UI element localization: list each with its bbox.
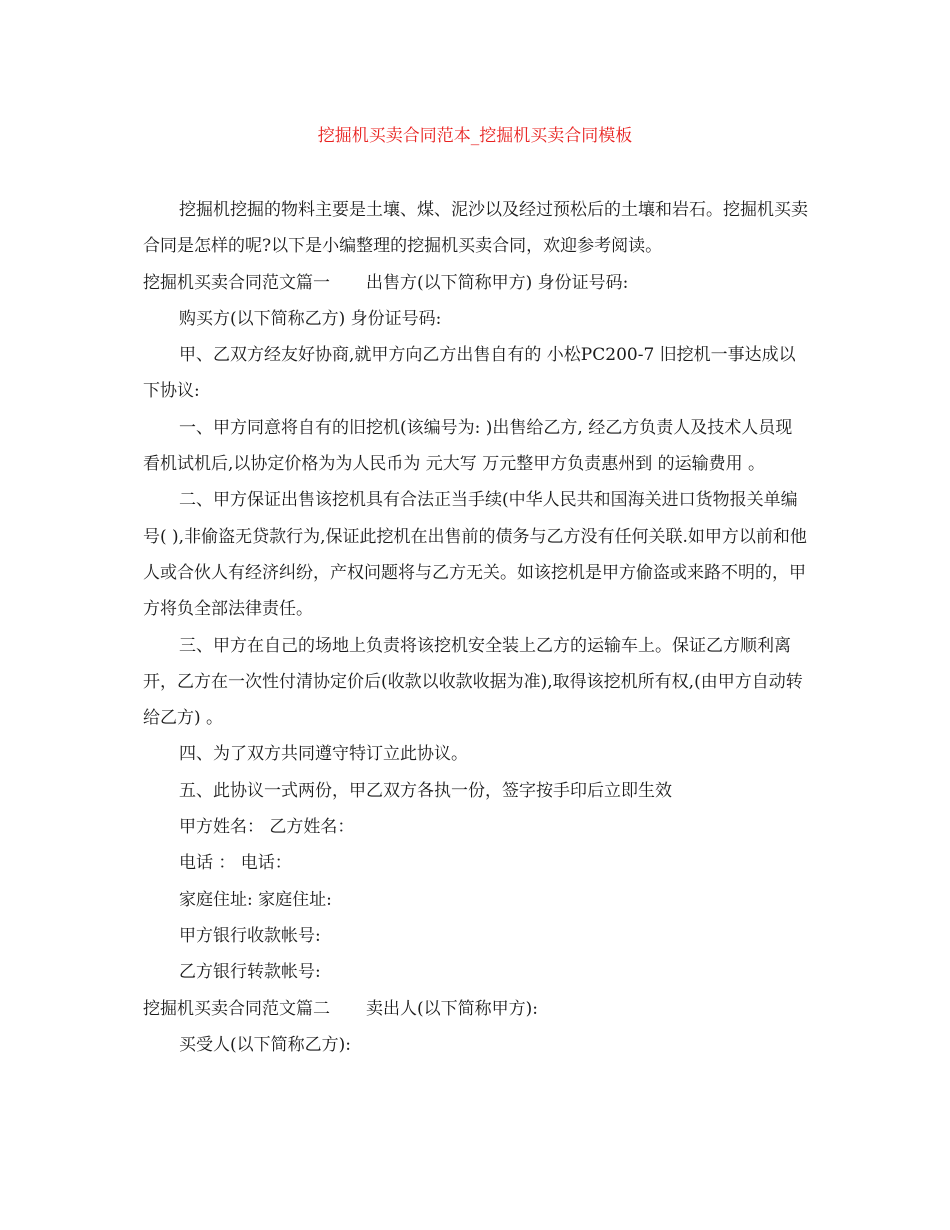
party-b-bank-line: 乙方银行转款帐号: [179, 962, 321, 983]
article2-buyer-line: 买受人(以下简称乙方): [179, 1034, 351, 1055]
article2-seller: 卖出人(以下简称甲方): [366, 998, 538, 1019]
consult-paragraph: 甲、乙双方经友好协商,就甲方向乙方出售自有的 小松PC200-7 旧挖机一事达成以下协议: [143, 345, 796, 402]
article1-heading: 挖掘机买卖合同范文篇一 [143, 272, 330, 293]
document-body [143, 192, 808, 1063]
clause-1: 一、甲方同意将自有的旧挖机(该编号为: )出售给乙方, 经乙方负责人及技术人员现看机试机后,以协定价格为为人民币为 元大写 万元整甲方负责惠州到 的运输费用 。 [143, 417, 793, 475]
phones-line: 电话 ： 电话： [179, 853, 292, 874]
article1-seller: 出售方(以下简称甲方) 身份证号码: [366, 272, 629, 293]
article2-heading: 挖掘机买卖合同范文篇二 [143, 998, 330, 1019]
names-line: 甲方姓名： 乙方姓名： [179, 817, 355, 838]
clause-2: 二、甲方保证出售该挖机具有合法正当手续(中华人民共和国海关进口货物报关单编号( ),非偷盗无贷款行为,保证此挖机在出售前的债务与乙方没有任何关联.如甲方以前和他人或合伙人有经济纠纷，产权问题将与乙方无关。如该挖机是甲方偷盗或来路不明的，甲方将负全部法律责任。 [143, 490, 807, 620]
clause-5: 五、此协议一式两份，甲乙双方各执一份，签字按手印后立即生效 [179, 780, 672, 801]
party-a-bank-line: 甲方银行收款帐号: [179, 925, 321, 946]
clause-4: 四、为了双方共同遵守特订立此协议。 [179, 744, 468, 765]
addresses-line: 家庭住址: 家庭住址: [179, 889, 332, 910]
buyer-line: 购买方(以下简称乙方) 身份证号码: [179, 308, 442, 329]
clause-3: 三、甲方在自己的场地上负责将该挖机安全装上乙方的运输车上。保证乙方顺利离开，乙方在一次性付清协定价后(收款以收款收据为准),取得该挖机所有权,(由甲方自动转给乙方) 。 [143, 635, 803, 729]
article1-line [143, 265, 808, 301]
document-title: 挖掘机买卖合同范本_挖掘机买卖合同模板 [317, 126, 633, 146]
intro-paragraph: 挖掘机挖掘的物料主要是土壤、煤、泥沙以及经过预松后的土壤和岩石。挖掘机买卖合同是怎样的呢?以下是小编整理的挖掘机买卖合同，欢迎参考阅读。 [143, 200, 808, 257]
article2-line [143, 991, 808, 1027]
